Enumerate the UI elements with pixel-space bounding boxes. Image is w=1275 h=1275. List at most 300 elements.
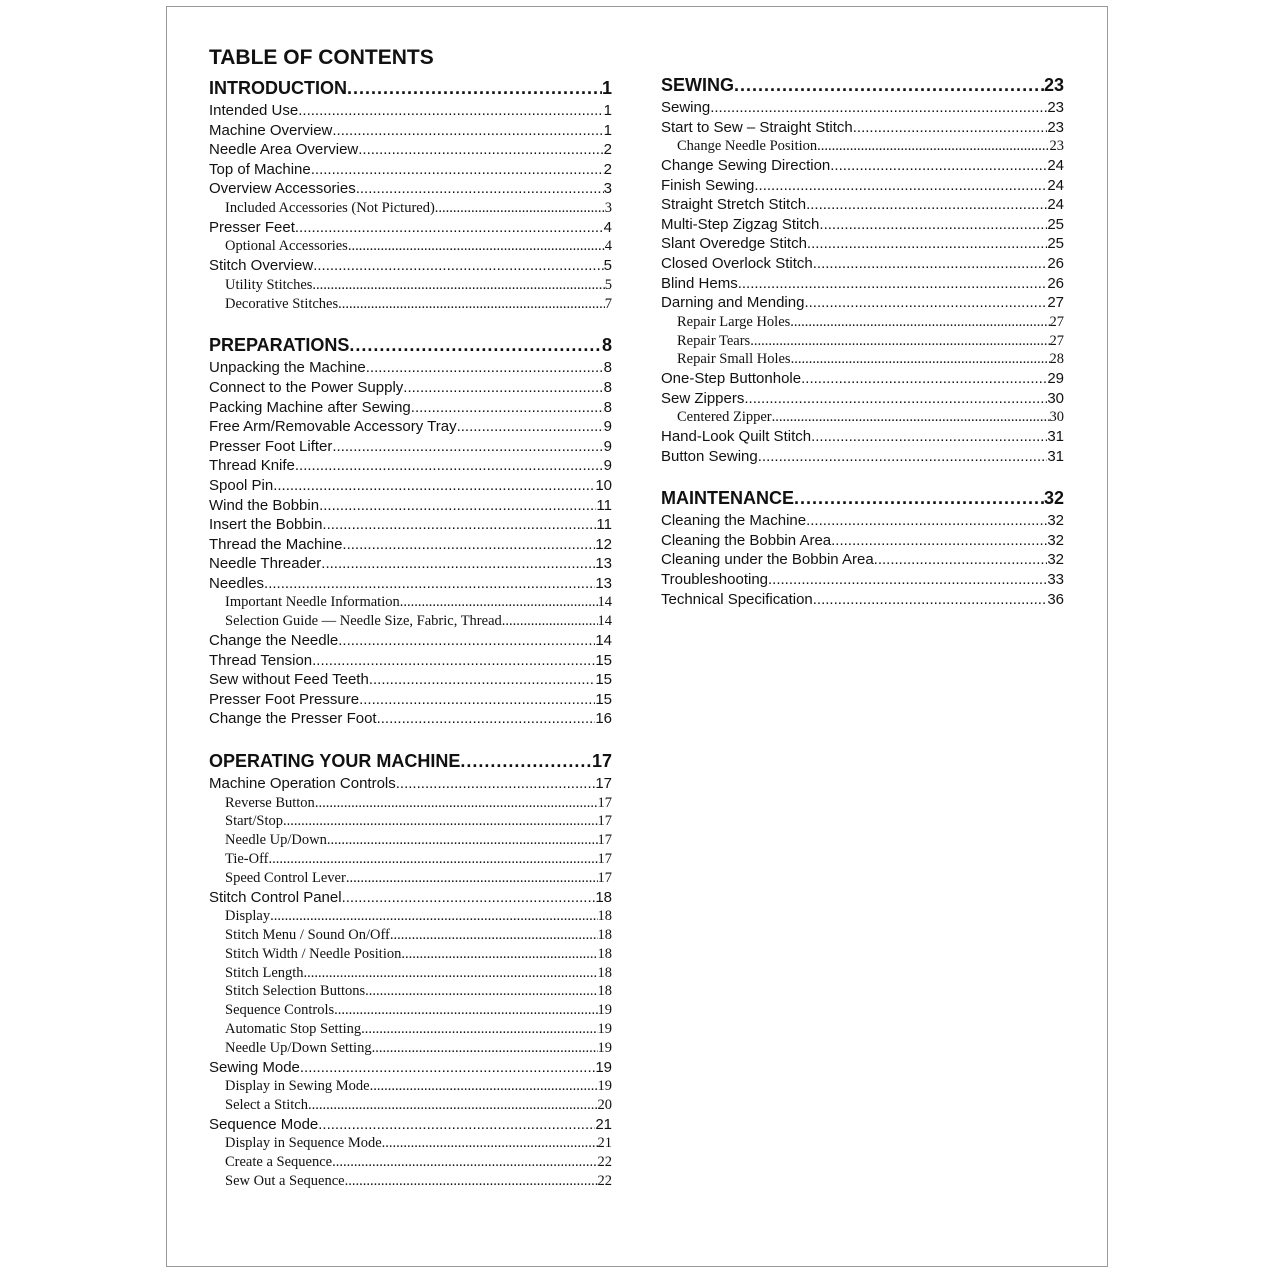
toc-section-heading-label: PREPARATIONS [209, 335, 350, 356]
dot-leader [804, 293, 1047, 313]
dot-leader [308, 1096, 598, 1115]
toc-entry-page-number: 15 [595, 690, 612, 708]
toc-entry-label: Change the Needle [209, 632, 339, 650]
toc-entry [661, 590, 1064, 610]
toc-subentry [209, 1096, 612, 1115]
toc-entry-label: Sewing [661, 99, 711, 116]
toc-subentry [209, 831, 612, 850]
dot-leader [738, 274, 1048, 294]
toc-entry-label: Packing Machine after Sewing [209, 398, 411, 416]
dot-leader [322, 515, 596, 535]
dot-leader [269, 850, 598, 869]
toc-subentry-page-number: 17 [597, 851, 612, 868]
toc-entry [209, 101, 612, 121]
toc-section-heading-page-number: 1 [601, 78, 612, 98]
toc-subentry-page-number: 14 [597, 613, 612, 630]
toc-entry-label: Closed Overlock Stitch [661, 254, 813, 272]
toc-entry-page-number: 10 [595, 476, 612, 494]
toc-entry-page-number: 13 [595, 555, 612, 573]
toc-subentry-page-number: 19 [597, 1002, 612, 1019]
toc-entry-label: Blind Hems [661, 274, 738, 292]
toc-subentry-label: Select a Stitch [225, 1096, 308, 1113]
dot-leader [361, 1020, 597, 1039]
toc-subentry [209, 1172, 612, 1191]
toc-subentry-page-number: 30 [1049, 409, 1064, 426]
toc-subentry-page-number: 18 [597, 908, 612, 925]
toc-subentry [209, 850, 612, 869]
toc-entry-label: Cleaning the Machine [661, 512, 807, 530]
toc-entry-label: Finish Sewing [661, 176, 755, 194]
toc-entry-page-number: 31 [1047, 447, 1064, 465]
toc-subentry [661, 350, 1064, 369]
toc-entry-label: Stitch Overview [209, 257, 314, 275]
toc-subentry-page-number: 20 [597, 1096, 612, 1113]
dot-leader [346, 869, 598, 888]
dot-leader [811, 427, 1047, 447]
toc-entry [209, 121, 612, 141]
toc-entry-label: Insert the Bobbin [209, 516, 323, 534]
toc-subentry-page-number: 27 [1049, 332, 1064, 349]
toc-section-heading-page-number: 17 [591, 751, 612, 772]
toc-subentry-page-number: 19 [597, 1020, 612, 1037]
toc-entry-label: Button Sewing [661, 447, 758, 465]
toc-entry-page-number: 3 [603, 180, 612, 198]
dot-leader [332, 1153, 597, 1172]
toc-entry-page-number: 15 [595, 671, 612, 689]
toc-section-heading [209, 76, 612, 101]
dot-leader [396, 774, 596, 794]
toc-subentry-page-number: 27 [1049, 313, 1064, 330]
dot-leader [734, 73, 1044, 98]
toc-subentry-page-number: 21 [597, 1135, 612, 1152]
toc-subentry-label: Optional Accessories [225, 238, 348, 255]
dot-leader [411, 398, 604, 418]
toc-entry-label: Machine Operation Controls [209, 775, 396, 793]
toc-section [209, 76, 612, 313]
toc-entry-label: Connect to the Power Supply [209, 378, 404, 396]
toc-section-heading-label: INTRODUCTION [209, 78, 347, 98]
toc-subentry [209, 1001, 612, 1020]
toc-entry-page-number: 23 [1047, 118, 1064, 136]
toc-entry-page-number: 1 [603, 102, 612, 119]
toc-subentry [209, 1039, 612, 1058]
toc-subentry [209, 907, 612, 926]
toc-entry-label: Stitch Control Panel [209, 888, 342, 906]
dot-leader [327, 831, 598, 850]
toc-entry-page-number: 9 [603, 418, 612, 436]
toc-subentry-label: Stitch Menu / Sound On/Off [225, 927, 390, 943]
dot-leader [791, 350, 1050, 369]
toc-entry-page-number: 26 [1047, 254, 1064, 272]
toc-entry [661, 447, 1064, 467]
toc-entry-page-number: 5 [603, 257, 612, 275]
toc-entry-label: Machine Overview [209, 121, 333, 139]
toc-entry [661, 511, 1064, 531]
toc-entry-page-number: 26 [1047, 274, 1064, 292]
dot-leader [332, 121, 603, 141]
toc-entry [661, 215, 1064, 235]
dot-leader [370, 1077, 598, 1096]
toc-column-right [661, 73, 1064, 629]
dot-leader [345, 1172, 598, 1191]
toc-entry-page-number: 8 [603, 359, 612, 377]
dot-leader [502, 612, 598, 631]
toc-subentry [209, 945, 612, 964]
toc-section-heading-label: MAINTENANCE [661, 488, 794, 509]
toc-entry-label: Darning and Mending [661, 294, 805, 312]
toc-entry [209, 670, 612, 690]
toc-subentry-page-number: 22 [597, 1154, 612, 1171]
toc-entry [661, 234, 1064, 254]
toc-entry [209, 378, 612, 398]
toc-entry-label: Multi-Step Zigzag Stitch [661, 215, 820, 233]
dot-leader [349, 333, 602, 358]
toc-entry-label: Free Arm/Removable Accessory Tray [209, 418, 457, 436]
toc-subentry [209, 812, 612, 831]
dot-leader [710, 98, 1047, 118]
toc-entry-label: One-Step Buttonhole [661, 370, 802, 388]
toc-entry-label: Thread the Machine [209, 535, 343, 553]
toc-subentry-page-number: 28 [1049, 351, 1064, 368]
toc-section-heading [209, 749, 612, 774]
dot-leader [758, 447, 1048, 467]
toc-subentry-label: Stitch Length [225, 964, 304, 981]
dot-leader [403, 378, 603, 398]
dot-leader [356, 179, 604, 199]
dot-leader [359, 690, 595, 710]
toc-entry-label: Sewing Mode [209, 1058, 300, 1076]
toc-entry-page-number: 11 [596, 496, 612, 514]
toc-entry [209, 179, 612, 199]
toc-entry-page-number: 24 [1047, 176, 1064, 194]
toc-subentry-page-number: 4 [604, 238, 612, 255]
toc-subentry-label: Sew Out a Sequence [225, 1172, 345, 1189]
toc-section-heading [661, 73, 1064, 98]
dot-leader [365, 982, 597, 1001]
toc-entry-label: Straight Stretch Stitch [661, 196, 807, 214]
toc-entry-page-number: 24 [1047, 196, 1064, 214]
dot-leader [401, 945, 597, 964]
toc-subentry [209, 593, 612, 612]
toc-entry-page-number: 32 [1047, 512, 1064, 530]
toc-entry-label: Spool Pin [209, 476, 274, 494]
page-title: TABLE OF CONTENTS [209, 46, 434, 69]
dot-leader [806, 195, 1047, 215]
toc-section-heading-page-number: 23 [1043, 75, 1064, 95]
toc-entry-page-number: 24 [1047, 156, 1064, 174]
dot-leader [312, 276, 604, 295]
toc-subentry-label: Automatic Stop Setting [225, 1020, 362, 1037]
toc-entry [209, 160, 612, 180]
toc-entry-label: Sequence Mode [209, 1115, 319, 1133]
dot-leader [806, 511, 1047, 531]
toc-entry [661, 531, 1064, 551]
toc-subentry [661, 313, 1064, 332]
toc-section [661, 486, 1064, 609]
dot-leader [853, 118, 1048, 138]
toc-entry-page-number: 25 [1047, 215, 1064, 233]
dot-leader [790, 313, 1049, 332]
toc-entry-label: Wind the Bobbin [209, 496, 320, 514]
toc-entry-page-number: 32 [1047, 531, 1064, 549]
toc-subentry-page-number: 17 [597, 869, 612, 886]
dot-leader [801, 369, 1047, 389]
toc-section-heading [661, 486, 1064, 511]
toc-entry-page-number: 2 [603, 160, 612, 178]
dot-leader [831, 531, 1047, 551]
toc-subentry [661, 137, 1064, 156]
toc-entry [661, 176, 1064, 196]
dot-leader [318, 1115, 595, 1135]
toc-entry-label: Needles [209, 574, 265, 592]
toc-entry [209, 437, 612, 457]
toc-entry [661, 427, 1064, 447]
toc-subentry [209, 295, 612, 314]
dot-leader [435, 199, 605, 218]
toc-section [209, 333, 612, 729]
toc-entry-label: Sew Zippers [661, 389, 745, 407]
toc-entry [661, 570, 1064, 590]
toc-entry [209, 574, 612, 594]
toc-entry-page-number: 30 [1047, 389, 1064, 407]
toc-subentry-page-number: 18 [597, 964, 612, 981]
dot-leader [874, 550, 1048, 570]
toc-entry [209, 631, 612, 651]
dot-leader [295, 456, 604, 476]
toc-entry-page-number: 11 [596, 516, 612, 534]
dot-leader [315, 794, 598, 813]
toc-subentry-page-number: 14 [597, 594, 612, 611]
dot-leader [390, 926, 598, 945]
toc-entry-page-number: 4 [603, 218, 612, 236]
toc-subentry-label: Stitch Width / Needle Position [225, 945, 402, 962]
dot-leader [372, 1039, 598, 1058]
dot-leader [334, 1001, 597, 1020]
dot-leader [312, 651, 595, 671]
toc-subentry-label: Display in Sewing Mode [225, 1078, 370, 1095]
toc-column-left [209, 76, 612, 1211]
toc-entry-page-number: 9 [603, 457, 612, 475]
toc-entry-page-number: 17 [595, 775, 612, 793]
toc-entry [661, 98, 1064, 118]
toc-entry-label: Needle Threader [209, 555, 322, 573]
dot-leader [342, 535, 595, 555]
toc-subentry-page-number: 3 [604, 199, 612, 216]
toc-entry [661, 118, 1064, 138]
dot-leader [794, 486, 1044, 511]
toc-entry [209, 888, 612, 908]
toc-entry-page-number: 33 [1047, 571, 1064, 589]
toc-entry-label: Thread Knife [209, 457, 295, 475]
toc-subentry [661, 408, 1064, 427]
toc-entry-page-number: 1 [603, 121, 612, 139]
toc-entry-label: Top of Machine [209, 160, 311, 178]
toc-entry-page-number: 23 [1047, 99, 1064, 116]
toc-entry-page-number: 14 [595, 632, 612, 650]
toc-entry [209, 1115, 612, 1135]
dot-leader [283, 812, 597, 831]
dot-leader [460, 749, 592, 774]
toc-entry-label: Technical Specification [661, 590, 813, 608]
dot-leader [754, 176, 1047, 196]
toc-subentry-page-number: 18 [597, 927, 612, 943]
toc-subentry-page-number: 17 [597, 813, 612, 830]
toc-entry [209, 1058, 612, 1078]
toc-entry [209, 456, 612, 476]
dot-leader [295, 218, 604, 238]
toc-subentry-label: Utility Stitches [225, 276, 313, 293]
toc-subentry [209, 964, 612, 983]
toc-subentry-label: Sequence Controls [225, 1002, 335, 1019]
dot-leader [338, 631, 595, 651]
toc-section [661, 73, 1064, 466]
toc-entry-label: Presser Feet [209, 218, 295, 236]
toc-subentry [209, 982, 612, 1001]
toc-entry-page-number: 8 [603, 398, 612, 416]
toc-entry [209, 535, 612, 555]
toc-entry [661, 274, 1064, 294]
toc-subentry-label: Centered Zipper [677, 409, 772, 426]
toc-section [209, 749, 612, 1191]
dot-leader [264, 574, 595, 594]
toc-entry [209, 515, 612, 535]
toc-entry [661, 156, 1064, 176]
toc-entry-page-number: 25 [1047, 235, 1064, 253]
dot-leader [321, 554, 595, 574]
toc-entry [209, 140, 612, 160]
toc-subentry-label: Important Needle Information [225, 594, 400, 611]
toc-entry-page-number: 36 [1047, 590, 1064, 608]
dot-leader [366, 358, 604, 378]
toc-entry [661, 195, 1064, 215]
dot-leader [750, 332, 1049, 351]
dot-leader [819, 215, 1047, 235]
dot-leader [304, 964, 598, 983]
dot-leader [813, 254, 1048, 274]
toc-subentry-label: Change Needle Position [677, 138, 818, 155]
toc-entry [209, 774, 612, 794]
toc-subentry [209, 1077, 612, 1096]
toc-entry-page-number: 15 [595, 651, 612, 669]
toc-subentry-page-number: 19 [597, 1039, 612, 1056]
toc-entry [209, 554, 612, 574]
toc-subentry-page-number: 17 [597, 832, 612, 849]
toc-entry-label: Change Sewing Direction [661, 156, 831, 174]
toc-subentry [209, 1153, 612, 1172]
toc-entry-page-number: 29 [1047, 370, 1064, 388]
dot-leader [772, 408, 1050, 427]
toc-subentry-label: Display in Sequence Mode [225, 1135, 382, 1152]
dot-leader [298, 101, 603, 121]
toc-subentry-label: Display [225, 908, 271, 925]
toc-entry-page-number: 27 [1047, 294, 1064, 312]
toc-entry-label: Thread Tension [209, 651, 313, 669]
toc-entry [209, 256, 612, 276]
toc-section-heading-page-number: 32 [1043, 488, 1064, 509]
toc-entry [209, 417, 612, 437]
toc-entry-page-number: 16 [595, 710, 612, 728]
dot-leader [348, 237, 605, 256]
dot-leader [311, 160, 604, 180]
dot-leader [382, 1134, 598, 1153]
toc-subentry-page-number: 5 [604, 276, 612, 293]
toc-subentry-page-number: 19 [597, 1078, 612, 1095]
dot-leader [830, 156, 1047, 176]
toc-entry-label: Presser Foot Lifter [209, 437, 333, 455]
toc-subentry-page-number: 22 [597, 1172, 612, 1189]
toc-entry-page-number: 9 [603, 437, 612, 455]
toc-subentry-page-number: 23 [1049, 138, 1064, 155]
toc-entry [661, 369, 1064, 389]
toc-subentry-page-number: 17 [597, 794, 612, 811]
toc-entry-label: Sew without Feed Teeth [209, 671, 369, 689]
toc-entry [209, 398, 612, 418]
toc-subentry [209, 794, 612, 813]
toc-subentry [209, 612, 612, 631]
dot-leader [332, 437, 603, 457]
dot-leader [817, 137, 1049, 156]
toc-subentry-page-number: 18 [597, 945, 612, 962]
toc-entry-label: Slant Overedge Stitch [661, 235, 807, 253]
toc-entry [209, 218, 612, 238]
toc-entry [209, 496, 612, 516]
dot-leader [270, 907, 597, 926]
toc-subentry [209, 1134, 612, 1153]
toc-subentry [209, 237, 612, 256]
toc-subentry-label: Speed Control Lever [225, 869, 346, 886]
dot-leader [807, 234, 1047, 254]
toc-subentry-label: Decorative Stitches [225, 295, 339, 312]
dot-leader [338, 295, 605, 314]
dot-leader [358, 140, 603, 160]
dot-leader [347, 76, 602, 101]
toc-entry-page-number: 19 [595, 1058, 612, 1076]
toc-entry-label: Overview Accessories [209, 180, 356, 198]
toc-subentry [209, 276, 612, 295]
dot-leader [273, 476, 595, 496]
toc-subentry-label: Repair Small Holes [677, 351, 791, 368]
toc-subentry [661, 332, 1064, 351]
toc-subentry [209, 1020, 612, 1039]
toc-entry-page-number: 12 [595, 535, 612, 553]
toc-subentry-label: Start/Stop [225, 813, 284, 830]
toc-entry [661, 550, 1064, 570]
toc-entry-page-number: 18 [595, 888, 612, 906]
dot-leader [400, 593, 598, 612]
toc-section-heading-label: SEWING [661, 75, 735, 95]
toc-subentry [209, 869, 612, 888]
dot-leader [369, 670, 595, 690]
toc-entry-page-number: 21 [595, 1115, 612, 1133]
toc-subentry [209, 926, 612, 945]
toc-subentry [209, 199, 612, 218]
toc-subentry-label: Needle Up/Down [225, 832, 327, 849]
toc-entry [661, 293, 1064, 313]
toc-entry-label: Start to Sew – Straight Stitch [661, 118, 853, 136]
toc-entry-page-number: 8 [603, 378, 612, 396]
dot-leader [313, 256, 603, 276]
toc-entry-page-number: 31 [1047, 428, 1064, 446]
dot-leader [319, 496, 596, 516]
toc-entry-label: Unpacking the Machine [209, 359, 366, 377]
toc-subentry-label: Repair Large Holes [677, 313, 791, 330]
toc-section-heading [209, 333, 612, 358]
toc-entry-label: Cleaning under the Bobbin Area [661, 551, 874, 569]
toc-subentry-label: Selection Guide — Needle Size, Fabric, Thread [225, 613, 502, 630]
toc-section-heading-page-number: 8 [601, 335, 612, 356]
dot-leader [377, 709, 596, 729]
toc-entry-label: Presser Foot Pressure [209, 690, 360, 708]
